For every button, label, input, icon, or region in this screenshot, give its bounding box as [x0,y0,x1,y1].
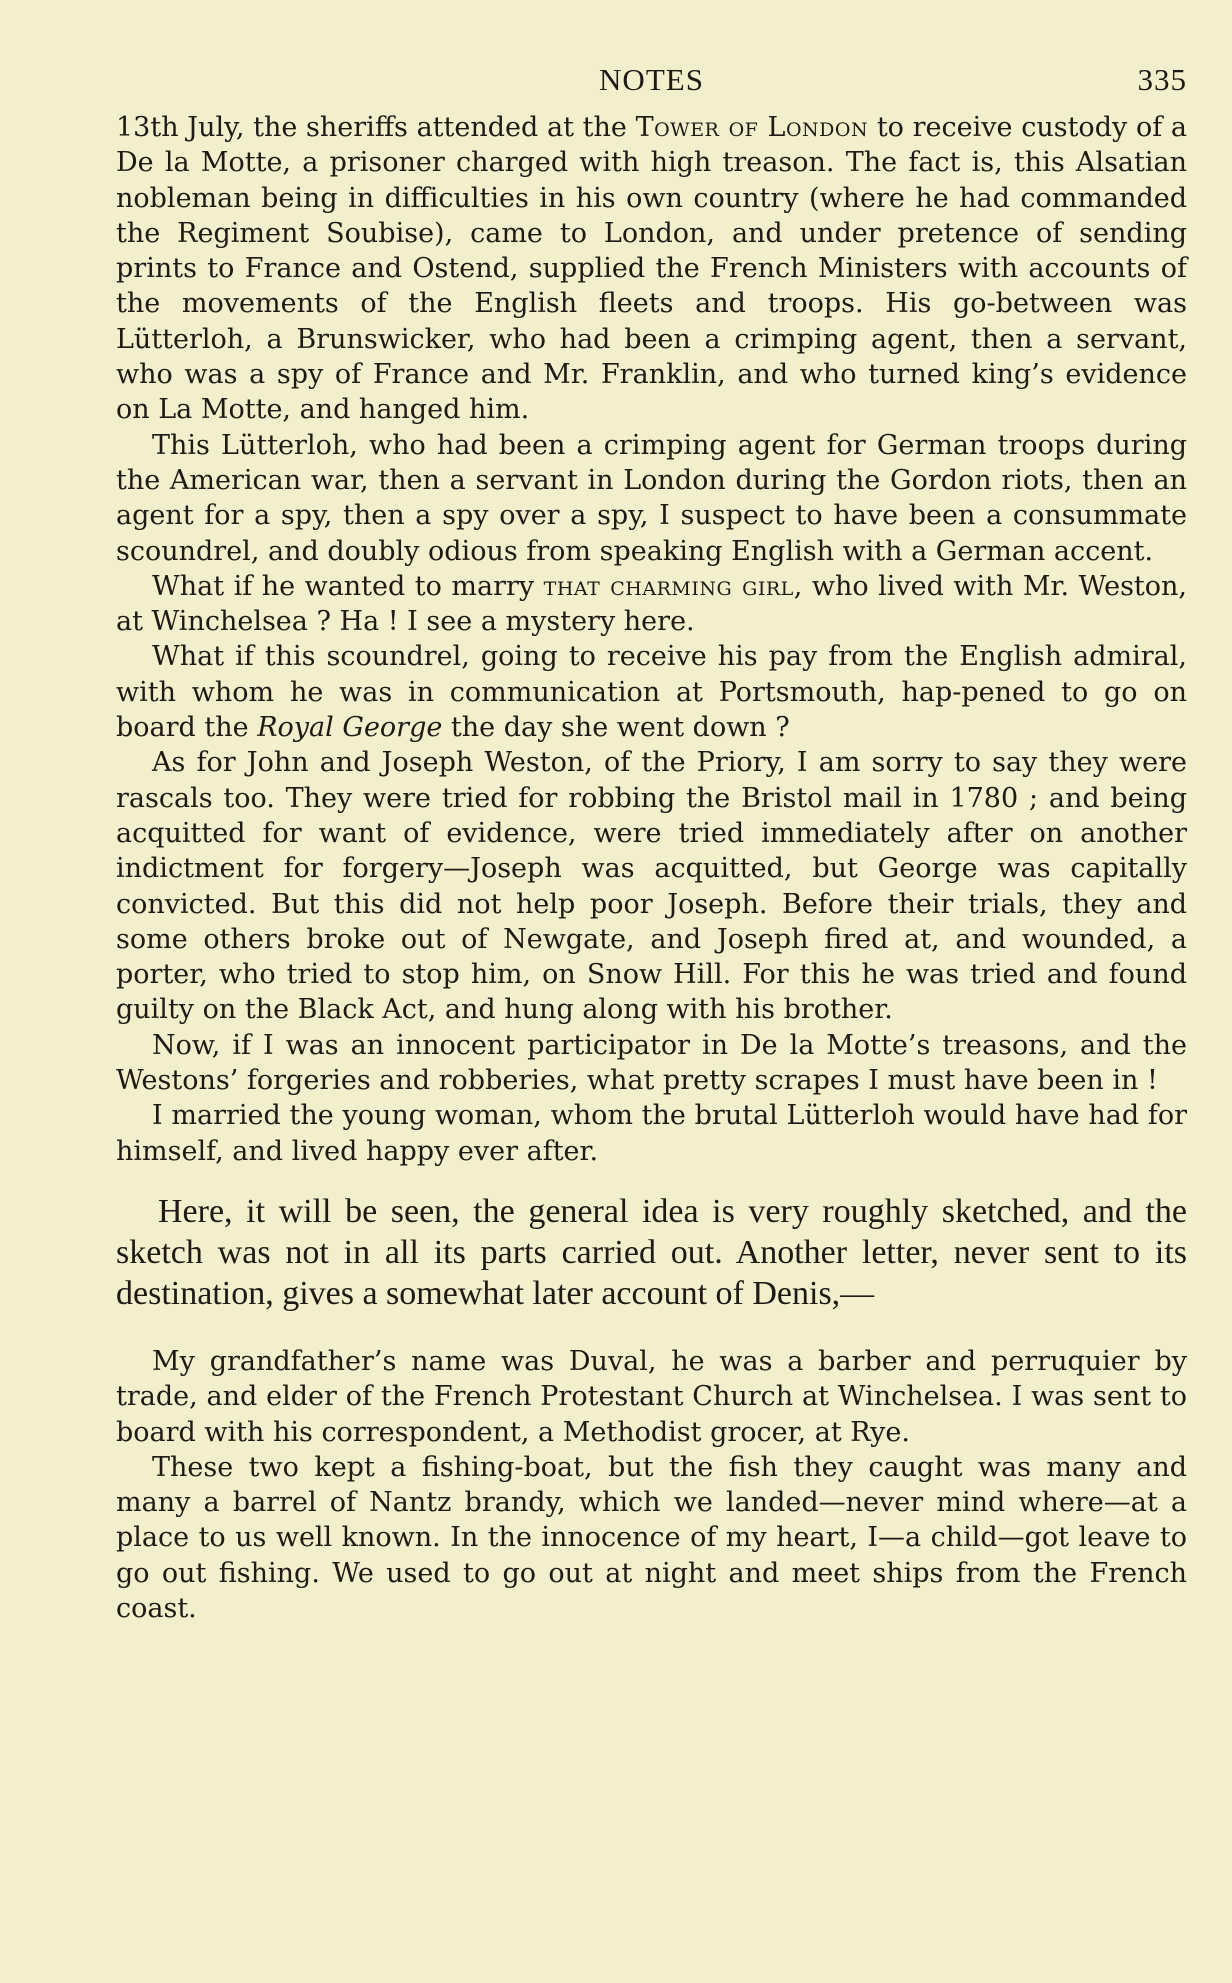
commentary-section [116,1191,1187,1314]
letter-paragraph: These two kept a fishing-boat, but the fish they caught was many and many a barrel of Nantz brandy, which we landed—never mind where—at a place to us well known. In the innocence of my heart, I—a child—got leave to go out fishing. We used to go out at night and meet ships from the French coast. [116,1451,1187,1624]
notes-section [116,110,1187,1169]
letter-section [116,1344,1187,1626]
running-head-title: NOTES [599,62,704,97]
page-number: 335 [1137,62,1187,97]
italic-ship-name: Royal George [257,712,443,744]
paragraph: Now, if I was an innocent participator in De la Motte’s treasons, and the Westons’ forgeries and robberies, what pretty scrapes I must have been in ! [116,1029,1187,1097]
paragraph: This Lütterloh, who had been a crimping agent for German troops during the American war, then a servant in London during the Gordon riots, then an agent for a spy, then a spy over a spy, I suspect to have been a consummate scoundrel, and doubly odious from speaking English with a German accent. [116,429,1187,567]
paragraph: What if he wanted to marry that charming girl, who lived with Mr. Weston, at Winchelsea ? Ha ! I see a mystery here. [116,570,1187,638]
letter-paragraph: My grandfather’s name was Duval, he was a barber and perruquier by trade, and elder of the French Protestant Church at Winchelsea. I was sent to board with his correspondent, a Methodist grocer, at Rye. [116,1345,1187,1448]
book-page [116,62,1187,1626]
small-caps-text: that charming girl [543,570,794,602]
small-caps-text: Tower of London [635,112,869,143]
paragraph: What if this scoundrel, going to receive his pay from the English admiral, with whom he was in communication at Portsmouth, hap-pened to go on board the Royal George the day she went down ? [116,641,1187,744]
paragraph: As for John and Joseph Weston, of the Priory, I am sorry to say they were rascals too. They were tried for robbing the Bristol mail in 1780 ; and being acquitted for want of evidence, were tried immediately after on another indictment for forgery—Joseph was acquitted, but George was capitally convicted. But this did not help poor Joseph. Before their trials, they and some others broke out of Newgate, and Joseph fired at, and wounded, a porter, who tried to stop him, on Snow Hill. For this he was tried and found guilty on the Black Act, and hung along with his brother. [116,747,1187,1026]
paragraph: I married the young woman, whom the brutal Lütterloh would have had for himself, and lived happy ever after. [116,1100,1187,1167]
paragraph: 13th July, the sheriffs attended at the Tower of London to receive custody of a De la Motte, a prisoner charged with high treason. The fact is, this Alsatian nobleman being in difficulties in his own country (where he had commanded the Regiment Soubise), came to London, and under pretence of sending prints to France and Ostend, supplied the French Ministers with accounts of the movements of the English fleets and troops. His go-between was Lütterloh, a Brunswicker, who had been a crimping agent, then a servant, who was a spy of France and Mr. Franklin, and who turned king’s evidence on La Motte, and hanged him. [116,112,1187,426]
commentary-paragraph: Here, it will be seen, the general idea is very roughly sketched, and the sketch was not in all its parts carried out. Another letter, never sent to its destination, gives a somewhat later account of Denis,— [116,1192,1187,1312]
running-head [116,62,1187,110]
